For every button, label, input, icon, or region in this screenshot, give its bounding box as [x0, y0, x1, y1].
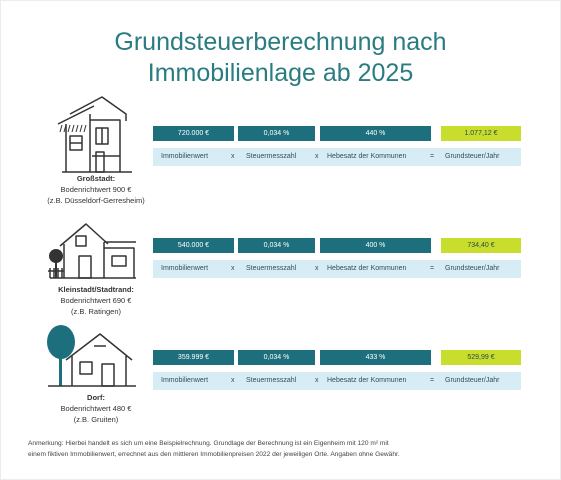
equals-sign: =	[430, 377, 435, 384]
times-sign: x	[231, 153, 235, 160]
footnote-line-1: Anmerkung: Hierbei handelt es sich um eine Beispielrechnung. Grundlage der Berechnung ist ein Eigenheim mit 120 m² mit	[28, 440, 389, 447]
hebesatz-value: 440 %	[320, 126, 431, 141]
immobilienwert-label: Immobilienwert	[161, 153, 209, 160]
immobilienwert-value: 720.000 €	[153, 126, 234, 141]
grundsteuer-value: 529,99 €	[441, 350, 521, 365]
hebesatz-label: Hebesatz der Kommunen	[327, 153, 407, 160]
steuermesszahl-value: 0,034 %	[238, 126, 315, 141]
times-sign: x	[315, 377, 319, 384]
hebesatz-label: Hebesatz der Kommunen	[327, 265, 407, 272]
times-sign: x	[315, 265, 319, 272]
row1-caption	[36, 173, 156, 206]
immobilienwert-label: Immobilienwert	[161, 265, 209, 272]
immobilienwert-value: 540.000 €	[153, 238, 234, 253]
row1-formula	[153, 148, 521, 166]
bodenrichtwert: Bodenrichtwert 900 €	[60, 185, 132, 194]
grundsteuer-value: 1.077,12 €	[441, 126, 521, 141]
equals-sign: =	[430, 153, 435, 160]
steuermesszahl-value: 0,034 %	[238, 238, 315, 253]
title-line-1: Grundsteuerberechnung nach	[114, 28, 447, 56]
grundsteuer-value: 734,40 €	[441, 238, 521, 253]
hebesatz-value: 433 %	[320, 350, 431, 365]
hebesatz-value: 400 %	[320, 238, 431, 253]
row3-caption	[36, 392, 156, 425]
location-example: (z.B. Ratingen)	[70, 307, 122, 316]
times-sign: x	[231, 377, 235, 384]
row2-caption	[36, 284, 156, 317]
title-line-2: Immobilienlage ab 2025	[147, 59, 414, 87]
grundsteuer-label: Grundsteuer/Jahr	[445, 265, 500, 272]
location-name: Großstadt:	[76, 174, 116, 183]
hebesatz-label: Hebesatz der Kommunen	[327, 377, 407, 384]
location-example: (z.B. Düsseldorf-Gerresheim)	[47, 196, 145, 205]
times-sign: x	[315, 153, 319, 160]
row2-formula	[153, 260, 521, 278]
village-house-icon	[44, 322, 138, 390]
times-sign: x	[231, 265, 235, 272]
suburb-house-icon	[46, 216, 138, 282]
immobilienwert-label: Immobilienwert	[161, 377, 209, 384]
row3-formula	[153, 372, 521, 390]
steuermesszahl-value: 0,034 %	[238, 350, 315, 365]
footnote-line-2: einem fiktiven Immobilienwert, errechnet aus den mittleren Immobilienpreisen 2022 der jeweiligen Orte. Angaben ohne Gewähr.	[28, 451, 400, 458]
bodenrichtwert: Bodenrichtwert 690 €	[60, 296, 132, 305]
bodenrichtwert: Bodenrichtwert 480 €	[60, 404, 132, 413]
immobilienwert-value: 359.999 €	[153, 350, 234, 365]
steuermesszahl-label: Steuermesszahl	[246, 153, 297, 160]
grundsteuer-label: Grundsteuer/Jahr	[445, 377, 500, 384]
city-house-icon	[56, 92, 136, 174]
grundsteuer-label: Grundsteuer/Jahr	[445, 153, 500, 160]
steuermesszahl-label: Steuermesszahl	[246, 377, 297, 384]
page-title	[0, 27, 561, 89]
equals-sign: =	[430, 265, 435, 272]
steuermesszahl-label: Steuermesszahl	[246, 265, 297, 272]
location-name: Kleinstadt/Stadtrand:	[58, 285, 134, 294]
footnote	[28, 438, 538, 460]
location-name: Dorf:	[87, 393, 105, 402]
location-example: (z.B. Gruiten)	[73, 415, 119, 424]
